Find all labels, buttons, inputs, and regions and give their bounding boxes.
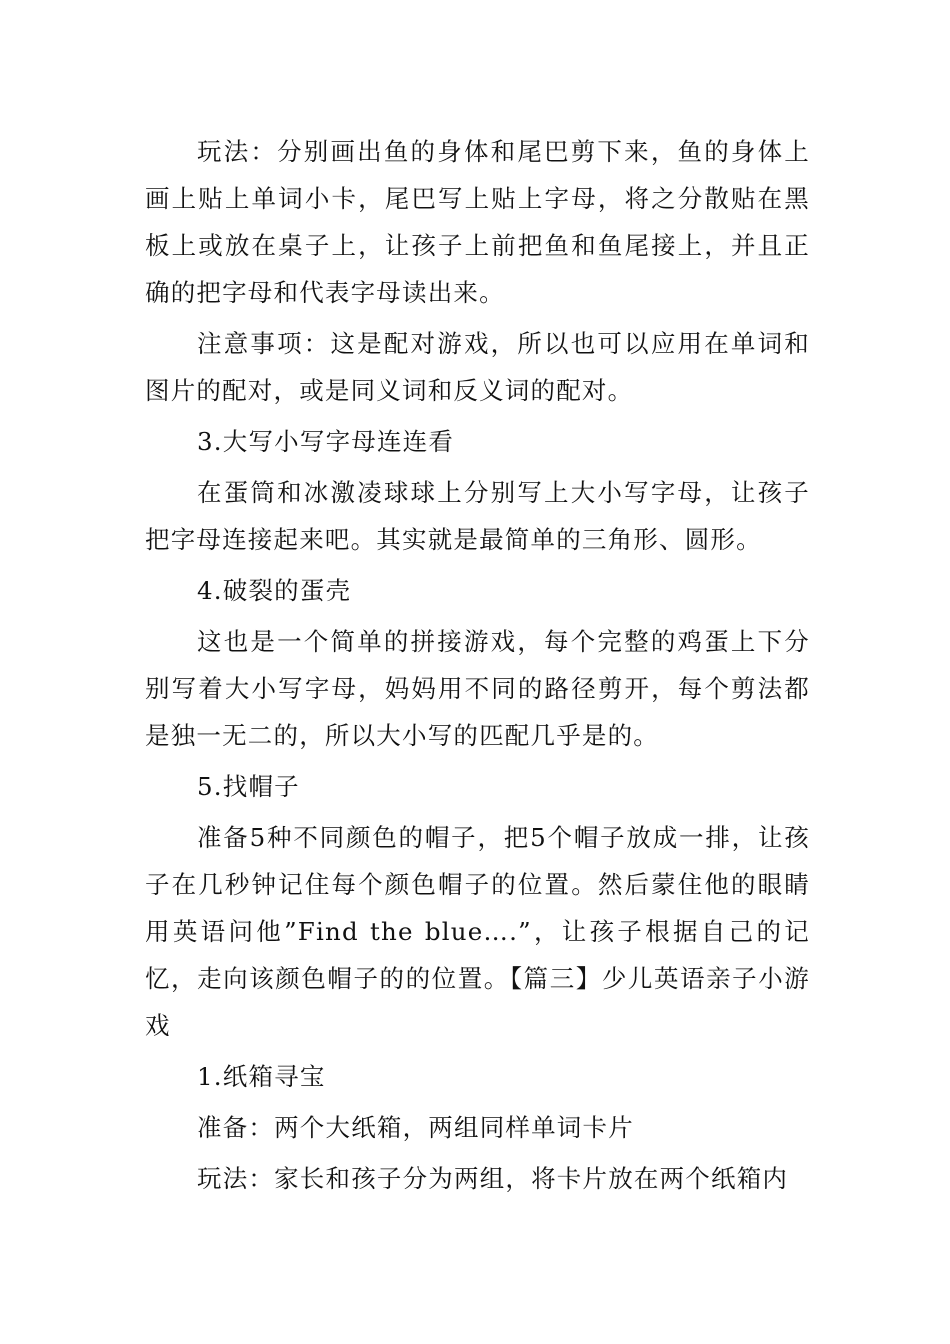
paragraph-fish-game-notes: 注意事项：这是配对游戏，所以也可以应用在单词和图片的配对，或是同义词和反义词的配对。: [145, 329, 810, 405]
heading-broken-eggshell: 4.破裂的蛋壳: [197, 576, 352, 605]
heading-letter-matching: 3.大写小写字母连连看: [197, 427, 455, 456]
paragraph-find-hat: 准备5种不同颜色的帽子，把5个帽子放成一排，让孩子在几秒钟记住每个颜色帽子的位置。然后蒙住他的眼睛用英语问他”Find the blue….”，让孩子根据自己的记忆，走向该颜色帽子的的位置。【篇三】少儿英语亲子小游戏: [145, 823, 810, 1040]
heading-box-treasure: 1.纸箱寻宝: [197, 1062, 326, 1091]
paragraph-broken-eggshell: 这也是一个简单的拼接游戏，每个完整的鸡蛋上下分别写着大小写字母，妈妈用不同的路径剪开，每个剪法都是独一无二的，所以大小写的匹配几乎是的。: [145, 627, 810, 750]
document-body: [145, 128, 810, 1206]
paragraph-letter-matching: 在蛋筒和冰激凌球球上分别写上大小写字母，让孩子把字母连接起来吧。其实就是最简单的三角形、圆形。: [145, 478, 810, 554]
paragraph-box-treasure-rules: 玩法：家长和孩子分为两组，将卡片放在两个纸箱内: [197, 1164, 789, 1193]
paragraph-box-treasure-prep: 准备：两个大纸箱，两组同样单词卡片: [197, 1113, 634, 1142]
paragraph-fish-game-rules: 玩法：分别画出鱼的身体和尾巴剪下来，鱼的身体上画上贴上单词小卡，尾巴写上贴上字母，将之分散贴在黑板上或放在桌子上，让孩子上前把鱼和鱼尾接上，并且正确的把字母和代表字母读出来。: [145, 137, 810, 307]
heading-find-hat: 5.找帽子: [197, 772, 300, 801]
